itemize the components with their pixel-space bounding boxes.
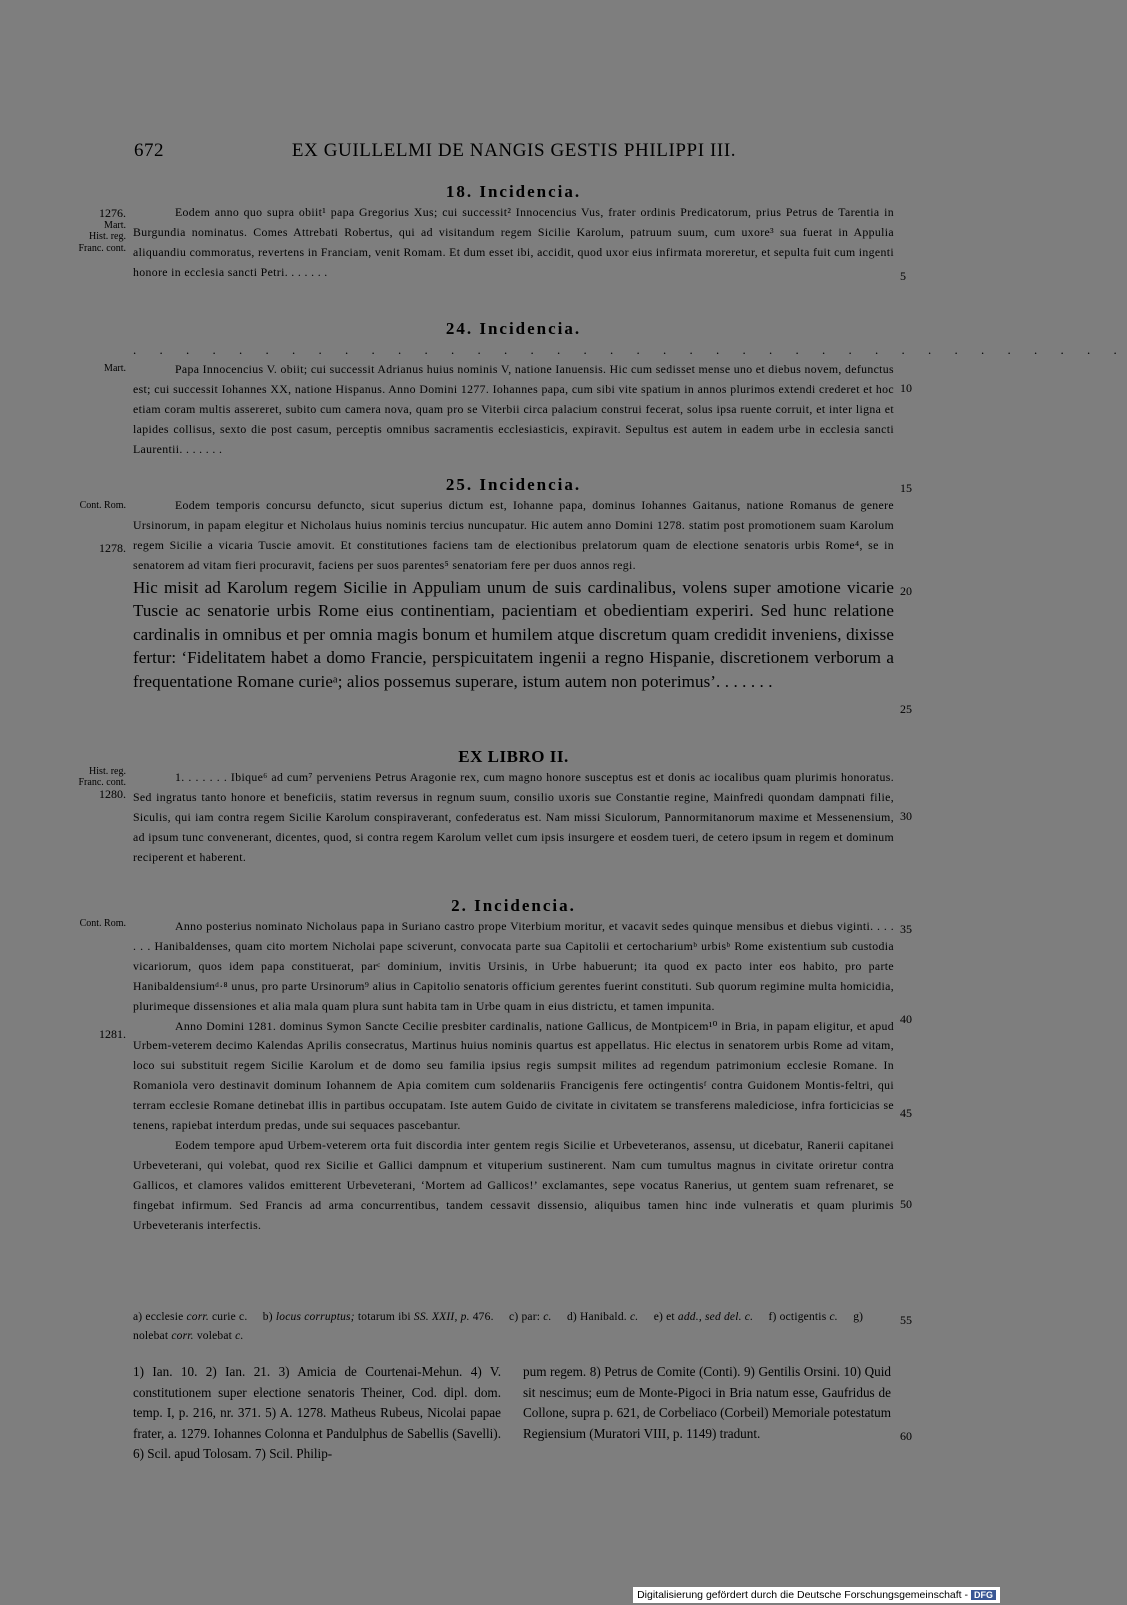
dfg-logo: DFG	[971, 1590, 996, 1600]
section-title: 18. Incidencia.	[445, 182, 582, 201]
section-25	[133, 474, 894, 693]
section-text: Anno Domini 1281. dominus Symon Sancte Cecilie presbiter cardinalis, natione Gallicus, de Montpicem¹⁰ in Bria, in papam eligitur, et apud Urbem-veterem decimo Kalendas Aprilis consecratus, Martinus huius nominis quartus est appellatus. Hic electus in senatorem urbis Rome ad vitam, loco sui substituit regem Sicilie Karolum et de domo seu familia ipsius regis sumpsit milites ad regendum patrimonium ecclesie Romane. In Romaniola vero destinavit dominum Iohannem de Apia comitem cum soldenariis Francigenis fere octingentisᶠ contra Guidonem Montis-feltri, qui terram ecclesie Romane detinebat illis in partibus occupatam. Iste autem Guido de civitate in civitatem se transferens malediciose, infra forticicias se tenens, rapiebat interdum predas, unde sui sequaces pascebantur.	[133, 1018, 894, 1133]
apparatus-e-note: add., sed del. c.	[677, 1311, 754, 1323]
page-header	[134, 140, 894, 170]
section-18	[133, 181, 894, 283]
margin-source: Franc. cont.	[78, 243, 126, 254]
apparatus-f: f) octigentis	[768, 1311, 827, 1323]
apparatus-g-reading: volebat	[196, 1330, 233, 1342]
credit-text: Digitalisierung gefördert durch die Deutsche Forschungsgemeinschaft -	[637, 1589, 968, 1601]
line-number: 15	[900, 481, 912, 495]
apparatus-c-siglum: c.	[543, 1311, 552, 1323]
line-number: 55	[900, 1313, 912, 1327]
margin-source: Franc. cont.	[78, 777, 126, 788]
margin-source: Mart.	[104, 220, 126, 231]
liber-2	[133, 746, 894, 868]
section-2	[133, 895, 894, 1236]
apparatus-b-page: 476.	[472, 1311, 494, 1323]
section-title: 25. Incidencia.	[445, 475, 582, 494]
apparatus-g: g) nolebat	[133, 1311, 864, 1342]
line-number: 35	[900, 922, 912, 936]
apparatus-b-reference: SS. XXII, p.	[413, 1311, 470, 1323]
section-text: Anno posterius nominato Nicholaus papa in Suriano castro prope Viterbium moritur, et vacavit sedes quinque mensibus et diebus viginti. . . . . . . Hanibaldenses, quam cito mortem Nicholai pape sciverunt, convocata parte sua Capitolii et certochariumᵇ urbisᵇ Rome existentium sub custodia vicariorum, quos idem papa constituerat, parᶜ dominium, invitis Ursinis, in Urbe habuerunt; ita quod ex pacto inter eos habito, pro parte Hanibaldensiumᵈ·⁸ unus, pro parte Ursinorum⁹ alius in Capitolio senatoris officium gerentes fuerint constituti. Sub quorum regimine multa homicidia, plurimeque dissensiones et alia mala quam plura sunt habita tam in Urbe quam in eius districtu, et tamen impunita.	[133, 919, 894, 1013]
margin-source: Cont. Rom.	[79, 500, 126, 511]
margin-year: 1280.	[99, 787, 126, 801]
section-text: Eodem temporis concursu defuncto, sicut superius dictum est, Iohanne papa, dominus Iohannes Gaitanus, natione Romanus de genere Ursinorum, in papam elegitur et Nicholaus huius nominis tercius nuncupatur. Hic autem anno Domini 1278. statim post promotionem suam Karolum regem Sicilie a vicaria Tuscie amovit. Et constitutiones faciens tam de electionibus prelatorum quam de electione senatoris urbis Rome⁴, se in senatorem ad vitam fieri procuravit, faciens per suos parentes⁵ senatoriam fere per duos annos regi.	[133, 498, 894, 572]
section-title: 24. Incidencia.	[445, 319, 582, 338]
section-text: 1. . . . . . . Ibique⁶ ad cum⁷ perveniens Petrus Aragonie rex, cum magno honore susceptus est et donis ac iocalibus quam plurimis honoratus. Sed ingratus tanto honore et beneficiis, statim reversus in regnum suum, consilio uxoris sue Constantie regine, Mainfredi quondam dampnati filie, Siculis, qui iam contra regem Sicilie Karolum conspiraverant, confederatus est. Nam missi Siculorum, Pannormitanorum maxime et Messenensium, ad ipsum tunc convenerant, dicentes, quod, si contra regem Karolum vellet cum ipsis insurgere et eosdem tueri, de cetero ipsum in regem et dominum reciperent et haberent.	[133, 770, 894, 864]
critical-apparatus	[133, 1308, 893, 1346]
apparatus-b: b)	[262, 1311, 273, 1323]
margin-year: 1281.	[99, 1027, 126, 1041]
lacuna-dots: . . . . . . . . . . . . . . . . . . . . . . . . . . . . . . . . . . . . . .	[133, 342, 1127, 357]
running-title: EX GUILLELMI DE NANGIS GESTIS PHILIPPI III.	[291, 140, 737, 161]
line-number: 45	[900, 1106, 912, 1120]
apparatus-b-reading: totarum ibi	[357, 1311, 411, 1323]
apparatus-a-note: corr.	[186, 1311, 209, 1323]
line-number: 10	[900, 381, 912, 395]
digitization-credit	[633, 1587, 1000, 1603]
apparatus-g-note: corr.	[171, 1330, 194, 1342]
page-number: 672	[134, 140, 164, 161]
line-number: 30	[900, 809, 912, 823]
apparatus-e: e) et	[653, 1311, 675, 1323]
apparatus-d-siglum: c.	[629, 1311, 639, 1323]
footnotes-left-column: 1) Ian. 10. 2) Ian. 21. 3) Amicia de Courtenai-Mehun. 4) V. constitutionem super electione senatoris Theiner, Cod. dipl. dom. temp. I, p. 216, nr. 371. 5) A. 1278. Matheus Rubeus, Nicolai papae frater, a. 1279. Iohannes Colonna et Pandulphus de Sabellis (Savelli). 6) Scil. apud Tolosam. 7) Scil. Philip-	[133, 1364, 501, 1461]
footnotes-right-column: pum regem. 8) Petrus de Comite (Conti). 9) Gentilis Orsini. 10) Quid sit nescimus; eum de Monte-Pigoci in Bria natum esse, Gaufridus de Collone, supra p. 621, de Corbeliaco (Corbeil) Memoriale potestatum Regiensium (Muratori VIII, p. 1149) tradunt.	[523, 1364, 891, 1441]
section-title: 2. Incidencia.	[451, 896, 576, 915]
line-number: 40	[900, 1012, 912, 1026]
margin-source: Hist. reg.	[89, 231, 126, 242]
margin-source: Mart.	[104, 363, 126, 374]
apparatus-b-note: locus corruptus;	[275, 1311, 355, 1323]
apparatus-d: d) Hanibald.	[566, 1311, 627, 1323]
apparatus-a: a) ecclesie	[133, 1311, 184, 1323]
line-number: 20	[900, 584, 912, 598]
section-text-large: Hic misit ad Karolum regem Sicilie in Appuliam unum de suis cardinalibus, volens super amotione vicarie Tuscie ac senatorie urbis Rome eius continentiam, pacientiam et obedientiam experiri. Sed hunc relatione cardinalis in omnibus et per omnia magis bonum et humilem atque discretum quam credidit inveniens, dixisse fertur: ‘Fidelitatem habet a domo Francie, perspicuitatem ingenii a regno Hispanie, discretionem verborum a frequentatione Romane curieᵃ; alios possemus superare, istum autem non poterimus’. . . . . . .	[133, 577, 894, 691]
line-number: 25	[900, 702, 912, 716]
apparatus-c: c) par:	[509, 1311, 541, 1323]
apparatus-a-reading: curie	[211, 1311, 236, 1323]
apparatus-a-siglum: c.	[239, 1311, 248, 1323]
line-number: 50	[900, 1197, 912, 1211]
margin-year: 1278.	[99, 541, 126, 555]
apparatus-f-siglum: c.	[829, 1311, 838, 1323]
margin-source: Cont. Rom.	[79, 918, 126, 929]
line-number: 5	[900, 269, 906, 283]
section-text: Eodem tempore apud Urbem-veterem orta fuit discordia inter gentem regis Sicilie et Urbeveteranos, assensu, ut dicebatur, Ranerii capitanei Urbeveterani, qui volebat, quod rex Sicilie et Gallici dampnum et vituperium sustinerent. Nam cum tumultus magnus in civitate oriretur contra Gallicos, et clamores validos emitterent Urbeveterani, ‘Mortem ad Gallicos!’ exclamantes, sepe vocatus Ranerius, ut gentem suam refrenaret, se fingebat infirmum. Sed Francis ad arma concurrentibus, tandem cessavit dissensio, aliquibus tamen hinc inde vulneratis et quam plurimis Urbeveteranis interfectis.	[133, 1137, 894, 1232]
margin-year: 1276.	[99, 206, 126, 220]
section-title: EX LIBRO II.	[458, 747, 569, 766]
section-text: Papa Innocencius V. obiit; cui successit Adrianus huius nominis V, natione Ianuensis. Hic cum sedisset mense uno et diebus novem, defunctus est; cui successit Iohannes XX, natione Hispanus. Anno Domini 1277. Iohannes papa, cum sibi vite spatium in annos plurimos extendi crederet et hoc etiam coram multis assereret, subito cum camera nova, quam pro se Viterbii circa palacium construi fecerat, solus ipsa ruente corruit, et inter ligna et lapides collisus, sexto die post casum, perceptis omnibus sacramentis ecclesiasticis, expiravit. Sepultus est autem in eadem urbe in ecclesia sancti Laurentii. . . . . . .	[133, 362, 894, 456]
apparatus-g-siglum: c.	[235, 1330, 244, 1342]
line-number: 60	[900, 1429, 912, 1443]
section-text: Eodem anno quo supra obiit¹ papa Gregorius Xus; cui successit² Innocencius Vus, frater ordinis Predicatorum, prius Petrus de Tarentia in Burgundia nominatus. Comes Attrebati Robertus, qui ad visitandum regem Sicilie Karolum, patruum suum, cum uxore³ sua fuerat in Appulia aliquandiu commoratus, revertens in Franciam, venit Romam. Et dum esset ibi, accidit, quod uxor eius infirmata moreretur, et sepulta fuit cum ingenti honore in ecclesia sancti Petri. . . . . . .	[133, 205, 894, 279]
margin-source: Hist. reg.	[89, 766, 126, 777]
